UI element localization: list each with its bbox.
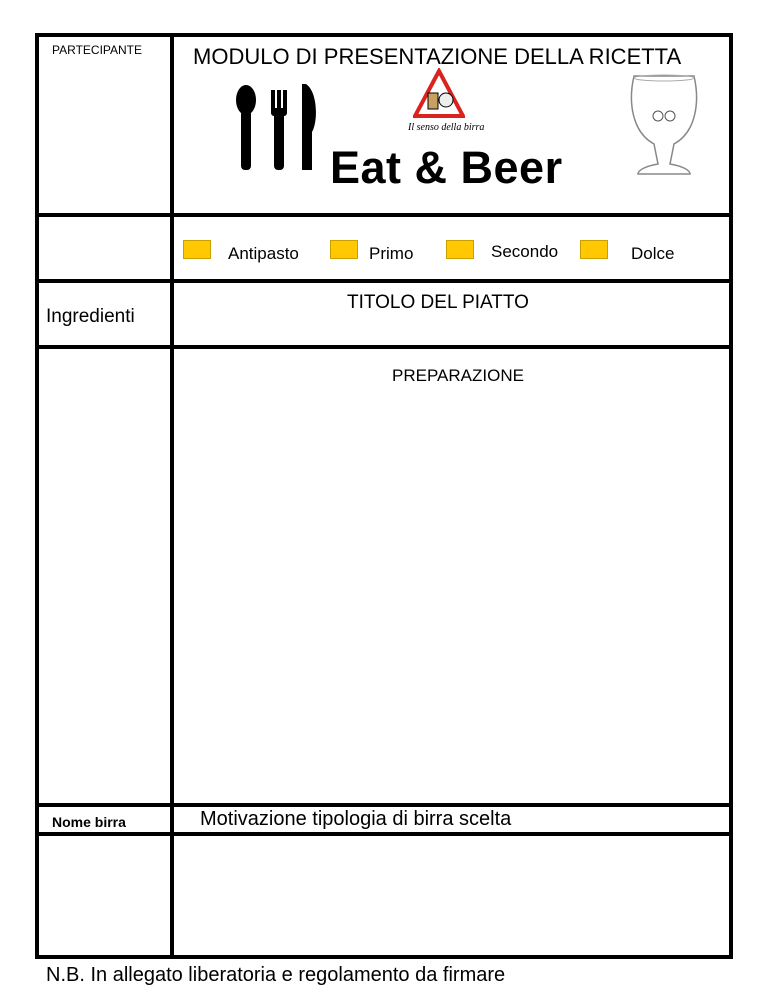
checkbox-secondo[interactable] — [446, 240, 474, 259]
category-primo-label: Primo — [369, 244, 414, 263]
dish-title-label: TITOLO DEL PIATTO — [347, 292, 529, 313]
divider-title — [35, 345, 733, 349]
brand-title: Eat & Beer — [330, 142, 563, 193]
divider-beer — [35, 832, 733, 836]
preparation-label: PREPARAZIONE — [392, 366, 524, 385]
divider-preparation — [35, 803, 733, 807]
participant-label: PARTECIPANTE — [52, 43, 143, 57]
category-dolce-label: Dolce — [631, 244, 675, 263]
checkbox-primo[interactable] — [330, 240, 358, 259]
category-antipasto-label: Antipasto — [228, 244, 299, 263]
cutlery-icon — [232, 82, 320, 172]
beer-triangle-logo-icon — [413, 68, 465, 120]
column-divider — [170, 33, 174, 959]
beer-name-label: Nome birra — [52, 814, 126, 830]
checkbox-antipasto[interactable] — [183, 240, 211, 259]
beer-glass-icon — [624, 72, 704, 180]
divider-header — [35, 213, 733, 217]
category-secondo-label: Secondo — [491, 242, 559, 261]
checkbox-dolce[interactable] — [580, 240, 608, 259]
divider-categories — [35, 279, 733, 283]
footer-note: N.B. In allegato liberatoria e regolamento da firmare — [46, 964, 506, 986]
beer-motivation-label: Motivazione tipologia di birra scelta — [200, 808, 512, 830]
ingredients-label: Ingredienti — [46, 306, 135, 327]
form-title: MODULO DI PRESENTAZIONE DELLA RICETTA — [193, 44, 682, 69]
logo-caption: Il senso della birra — [408, 122, 485, 133]
